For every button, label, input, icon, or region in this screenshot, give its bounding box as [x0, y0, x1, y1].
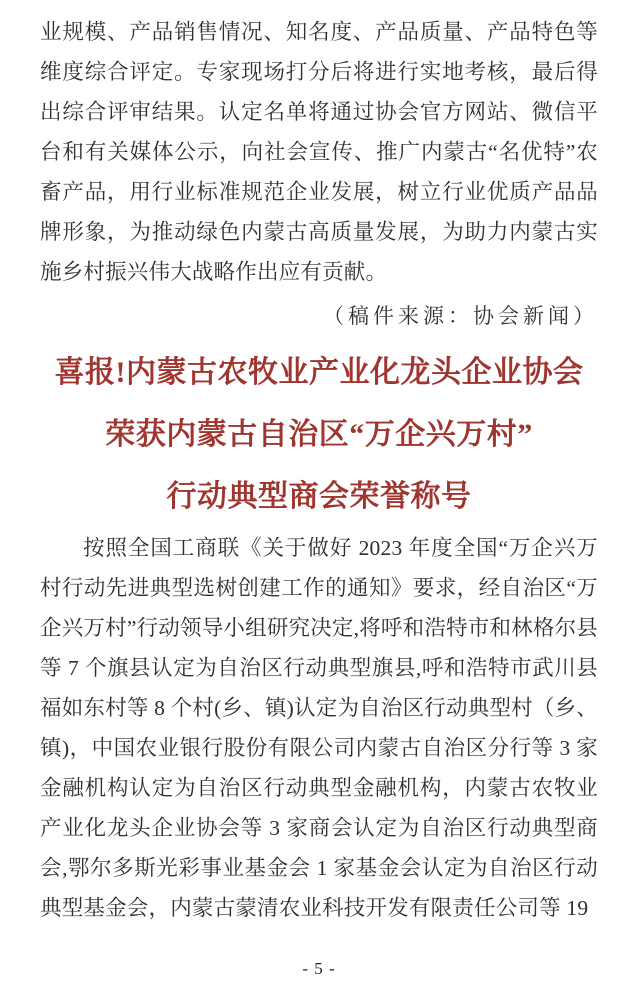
article-heading [40, 342, 598, 528]
heading-line-2: 荣获内蒙古自治区“万企兴万村” [105, 418, 533, 451]
source-attribution: （稿件来源：协会新闻） [323, 304, 598, 328]
page-number: - 5 - [302, 959, 336, 978]
heading-line-1: 喜报!内蒙古农牧业产业化龙头企业协会 [54, 356, 584, 389]
heading-line-3: 行动典型商会荣誉称号 [166, 480, 472, 513]
article-body-paragraph: 按照全国工商联《关于做好 2023 年度全国“万企兴万村行动先进典型选树创建工作的通知》要求，经自治区“万企兴万村”行动领导小组研究决定,将呼和浩特市和林格尔县等 7 个旗县认定为自治区行动典型旗县,呼和浩特市武川县福如东村等 8 个村(乡、镇)认定为自治区行动典型村（乡、镇)，中国农业银行股份有限公司内蒙古自治区分行等 3 家金融机构认定为自治区行动典型金融机构，内蒙古农牧业产业化龙头企业协会等 3 家商会认定为自治区行动典型商会,鄂尔多斯光彩事业基金会 1 家基金会认定为自治区行动典型基金会，内蒙古蒙清农业科技开发有限责任公司等 19 [40, 536, 598, 920]
previous-article-paragraph: 业规模、产品销售情况、知名度、产品质量、产品特色等维度综合评定。专家现场打分后将进行实地考核，最后得出综合评审结果。认定名单将通过协会官方网站、微信平台和有关媒体公示，向社会宣传、推广内蒙古“名优特”农畜产品，用行业标准规范企业发展，树立行业优质产品品牌形象，为推动绿色内蒙古高质量发展，为助力内蒙古实施乡村振兴伟大战略作出应有贡献。 [40, 20, 598, 284]
